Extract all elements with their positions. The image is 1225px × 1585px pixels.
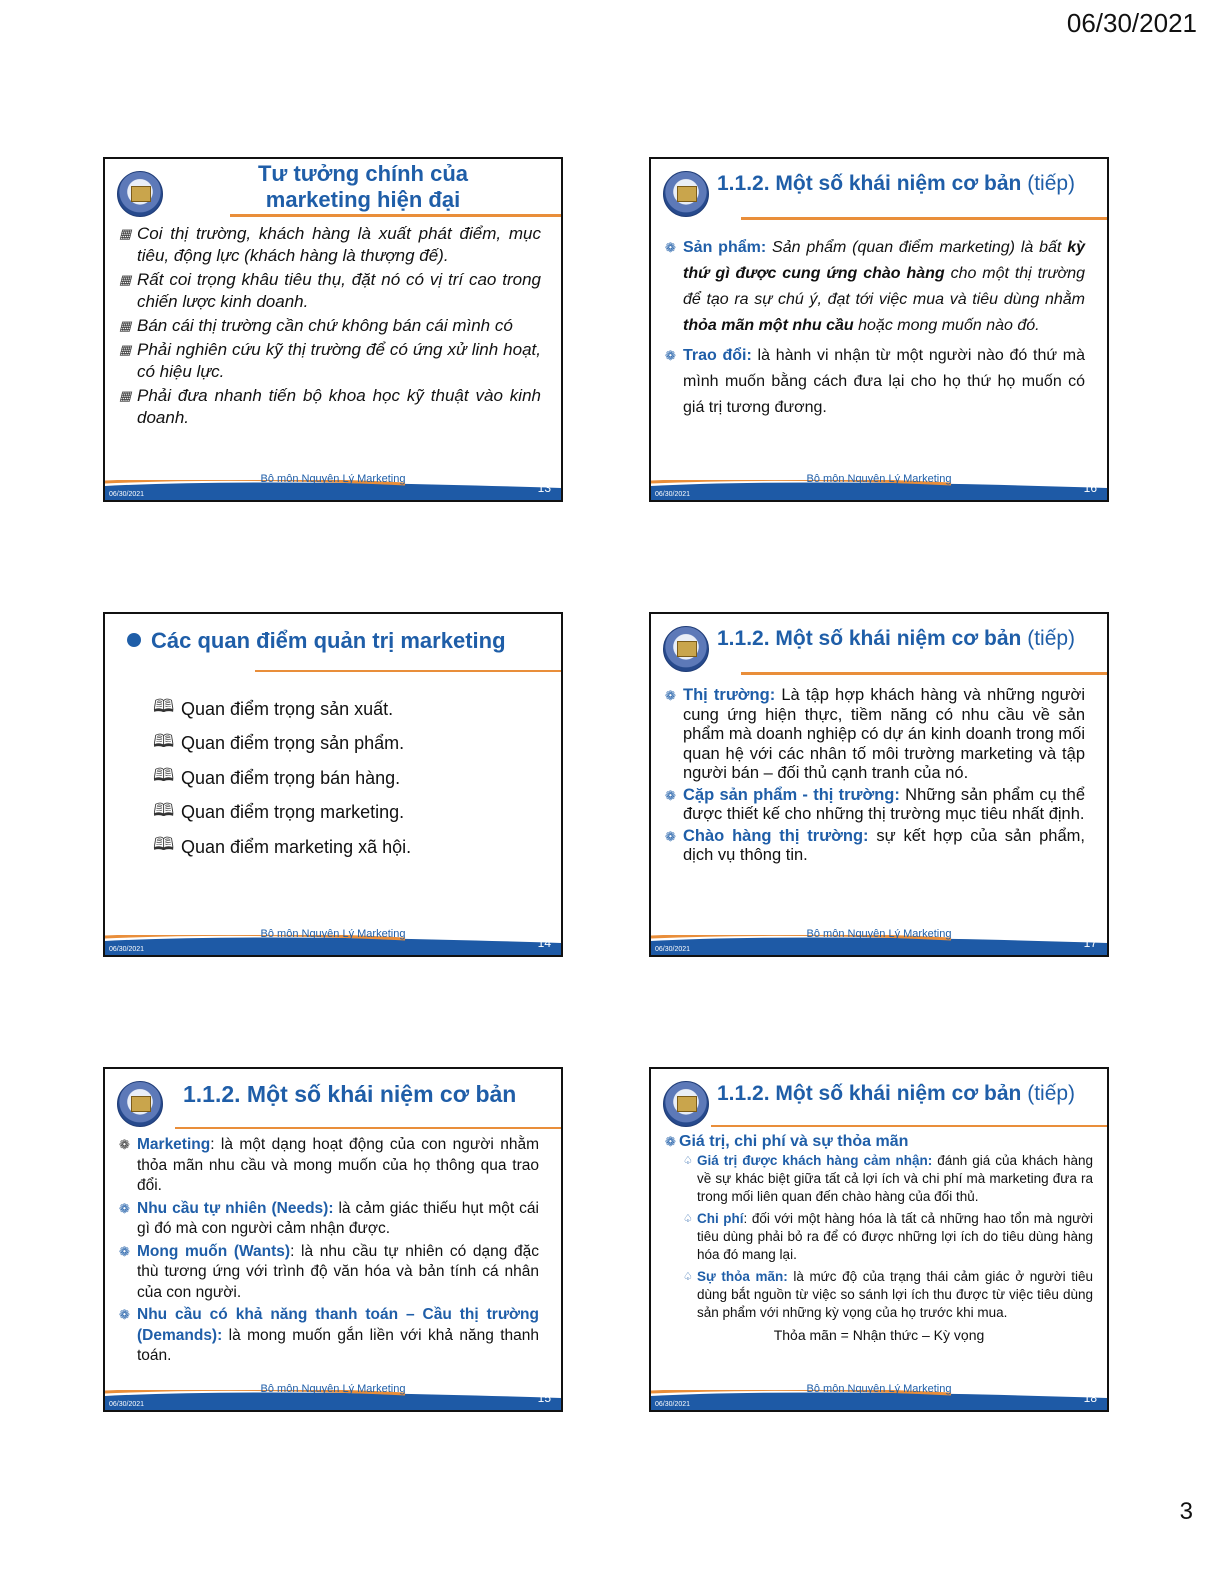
slide-body: [665, 1133, 1093, 1344]
slide-18: [649, 1067, 1109, 1412]
slide-title: 1.1.2. Một số khái niệm cơ bản (tiếp): [717, 172, 1076, 195]
footer-date: 06/30/2021: [109, 1401, 145, 1408]
slide-title: 1.1.2. Một số khái niệm cơ bản: [183, 1081, 517, 1107]
footer-dept: Bộ môn Nguyên Lý Marketing: [260, 473, 406, 485]
flower-bullet-icon: ❁: [119, 1307, 130, 1322]
title-rule: [711, 1125, 1107, 1127]
flower-bullet-icon: ❁: [665, 688, 676, 703]
book-icon: 🕮: [153, 799, 175, 820]
list-item: ♤ Sự thỏa mãn: là mức độ của trạng thái cảm giác ở người tiêu dùng bắt nguồn từ việc so sánh lợi ích thu được từ việc tiêu dùng sản phẩm với những kỳ vọng của họ trước khi mua.: [683, 1269, 1093, 1320]
slide-body: [119, 1135, 539, 1369]
footer-dept: Bộ môn Nguyên Lý Marketing: [806, 928, 952, 940]
page-number: 3: [1179, 1498, 1193, 1525]
satisfaction-formula: Thỏa mãn = Nhận thức – Kỳ vọng: [773, 1327, 985, 1343]
list-item: ♤ Chi phí: đối với một hàng hóa là tất cả những hao tổn mà người tiêu dùng phải bỏ ra để có được những lợi ích do tiêu dùng hàng hóa đó mang lại.: [683, 1211, 1093, 1262]
list-item: 🕮 Quan điểm trọng marketing.: [153, 796, 411, 831]
slide-body: [119, 223, 541, 431]
list-item: ❁ Trao đổi: là hành vi nhận từ một người nào đó thứ mà mình muốn bằng cách đưa lại cho họ thứ họ muốn có giá trị tương đương.: [665, 343, 1085, 421]
slide-body: [665, 686, 1085, 868]
flower-bullet-icon: ❁: [119, 1137, 130, 1152]
slide-footer: [105, 921, 561, 955]
slide-header: [651, 1069, 1107, 1127]
university-logo: [663, 171, 709, 217]
footer-dept: Bộ môn Nguyên Lý Marketing: [806, 1383, 952, 1395]
title-rule: [175, 1127, 561, 1129]
slide-13: [103, 157, 563, 502]
slide-number: 13: [537, 481, 551, 495]
list-item: ❁ Nhu cầu có khả năng thanh toán – Cầu thị trường (Demands): là mong muốn gắn liền với khả năng thanh toán.: [119, 1305, 539, 1367]
footer-date: 06/30/2021: [655, 1401, 691, 1408]
slide-footer: [105, 1376, 561, 1410]
slide-14: [103, 612, 563, 957]
title-rule: [230, 214, 561, 217]
list-item: 🕮 Quan điểm marketing xã hội.: [153, 830, 411, 865]
title-rule: [741, 217, 1107, 220]
slide-title: Các quan điểm quản trị marketing: [127, 628, 506, 654]
university-logo: [663, 626, 709, 672]
list-item: 🕮 Quan điểm trọng sản phẩm.: [153, 727, 411, 762]
slide-title: Tư tưởng chính của marketing hiện đại: [257, 161, 469, 212]
flower-bullet-icon: ❁: [665, 787, 676, 803]
flower-bullet-icon: ❁: [119, 1200, 130, 1216]
slide-title: 1.1.2. Một số khái niệm cơ bản (tiếp): [717, 1082, 1076, 1105]
university-logo: [117, 171, 163, 217]
list-item: ❁ Giá trị, chi phí và sự thỏa mãn: [665, 1133, 909, 1150]
list-item: 🕮 Quan điểm trọng bán hàng.: [153, 761, 411, 796]
slide-title: 1.1.2. Một số khái niệm cơ bản (tiếp): [717, 627, 1076, 650]
slide-number: 16: [1083, 481, 1097, 495]
list-item: ♤ Giá trị được khách hàng cảm nhận: đánh giá của khách hàng về sự khác biệt giữa tất cả lợi ích và chi phí mà marketing đưa ra trong mối liên quan đến chào hàng của đối thủ.: [683, 1153, 1094, 1204]
list-item: ▦ Bán cái thị trường cần chứ không bán cái mình có: [119, 316, 513, 335]
bell-bullet-icon: ♤: [683, 1155, 693, 1167]
university-logo: [117, 1081, 163, 1127]
list-item: ❁ Nhu cầu tự nhiên (Needs): là cảm giác thiếu hụt một cái gì đó mà con người cảm nhận được.: [119, 1199, 539, 1240]
slide-16: [649, 157, 1109, 502]
slide-footer: [651, 466, 1107, 500]
book-icon: 🕮: [153, 730, 175, 751]
bell-bullet-icon: ♤: [683, 1213, 693, 1225]
list-item: ❁ Marketing: là một dạng hoạt động của con người nhằm thỏa mãn nhu cầu và mong muốn của họ thông qua trao đổi.: [119, 1135, 539, 1197]
bell-bullet-icon: ♤: [683, 1271, 693, 1283]
list-item: 🕮 Quan điểm trọng sản xuất.: [153, 692, 411, 727]
footer-date: 06/30/2021: [655, 491, 691, 498]
list-item: ❁ Cặp sản phẩm - thị trường: Những sản phẩm cụ thể được thiết kế cho những thị trường mục tiêu nhất định.: [665, 785, 1085, 823]
slide-footer: [105, 466, 561, 500]
list-item: ❁ Mong muốn (Wants): là nhu cầu tự nhiên có dạng đặc thù tương ứng với trình độ văn hóa và bản tính cá nhân của con người.: [119, 1242, 539, 1304]
flower-bullet-icon: ❁: [665, 828, 676, 844]
page-date: 06/30/2021: [1066, 8, 1197, 38]
title-rule: [255, 670, 561, 672]
footer-dept: Bộ môn Nguyên Lý Marketing: [260, 1383, 406, 1395]
list-item: ▦ Phải đưa nhanh tiến bộ khoa học kỹ thuật vào kinh doanh.: [119, 386, 541, 427]
list-item: ▦ Coi thị trường, khách hàng là xuất phát điểm, mục tiêu, động lực (khách hàng là thượng đế).: [119, 224, 541, 265]
slide-header: [651, 614, 1107, 672]
slide-number: 15: [537, 1391, 551, 1405]
grid-bullet-icon: ▦: [119, 318, 132, 333]
grid-bullet-icon: ▦: [119, 226, 132, 241]
flower-bullet-icon: ❁: [665, 348, 676, 363]
slide-footer: [651, 1376, 1107, 1410]
footer-date: 06/30/2021: [109, 491, 145, 498]
grid-bullet-icon: ▦: [119, 272, 132, 287]
list-item: ❁ Thị trường: Là tập hợp khách hàng và những người cung ứng hiện thực, tiềm năng có nhu cầu về sản phẩm mà doanh nghiệp có dự án kinh doanh trong mối quan hệ với các nhân tố môi trường marketing và tập người bán – đối thủ cạnh tranh của nó.: [665, 686, 1085, 782]
slide-number: 14: [537, 936, 551, 950]
slide-header: [651, 159, 1107, 217]
flower-bullet-icon: ❁: [665, 1134, 676, 1149]
grid-bullet-icon: ▦: [119, 388, 132, 403]
flower-bullet-icon: ❁: [665, 240, 676, 255]
book-icon: 🕮: [153, 696, 175, 717]
slide-number: 17: [1083, 936, 1097, 950]
flower-bullet-icon: ❁: [119, 1243, 130, 1259]
grid-bullet-icon: ▦: [119, 342, 132, 357]
footer-date: 06/30/2021: [109, 946, 145, 953]
slide-body: [153, 692, 411, 865]
slide-number: 18: [1083, 1391, 1097, 1405]
book-icon: 🕮: [153, 834, 175, 855]
slide-15: [103, 1067, 563, 1412]
book-icon: 🕮: [153, 765, 175, 786]
slide-footer: [651, 921, 1107, 955]
list-item: ❁ Chào hàng thị trường: sự kết hợp của sản phẩm, dịch vụ thông tin.: [665, 826, 1085, 864]
list-item: ▦ Phải nghiên cứu kỹ thị trường để có ứng xử linh hoạt, có hiệu lực.: [119, 340, 541, 381]
list-item: ▦ Rất coi trọng khâu tiêu thụ, đặt nó có vị trí cao trong chiến lược kinh doanh.: [119, 270, 541, 311]
slide-17: [649, 612, 1109, 957]
slide-header: [105, 159, 561, 217]
slide-header: [105, 1069, 561, 1127]
university-logo: [663, 1081, 709, 1127]
slide-body: [665, 235, 1085, 425]
title-rule: [741, 672, 1107, 675]
footer-dept: Bộ môn Nguyên Lý Marketing: [806, 473, 952, 485]
footer-date: 06/30/2021: [655, 946, 691, 953]
footer-dept: Bộ môn Nguyên Lý Marketing: [260, 928, 406, 940]
list-item: ❁ Sản phẩm: Sản phẩm (quan điểm marketing) là bất kỳ thứ gì được cung ứng chào hàng cho một thị trường để tạo ra sự chú ý, đạt tới việc mua và tiêu dùng nhằm thỏa mãn một nhu cầu hoặc mong muốn nào đó.: [665, 235, 1085, 339]
bullet-dot-icon: [127, 633, 141, 647]
